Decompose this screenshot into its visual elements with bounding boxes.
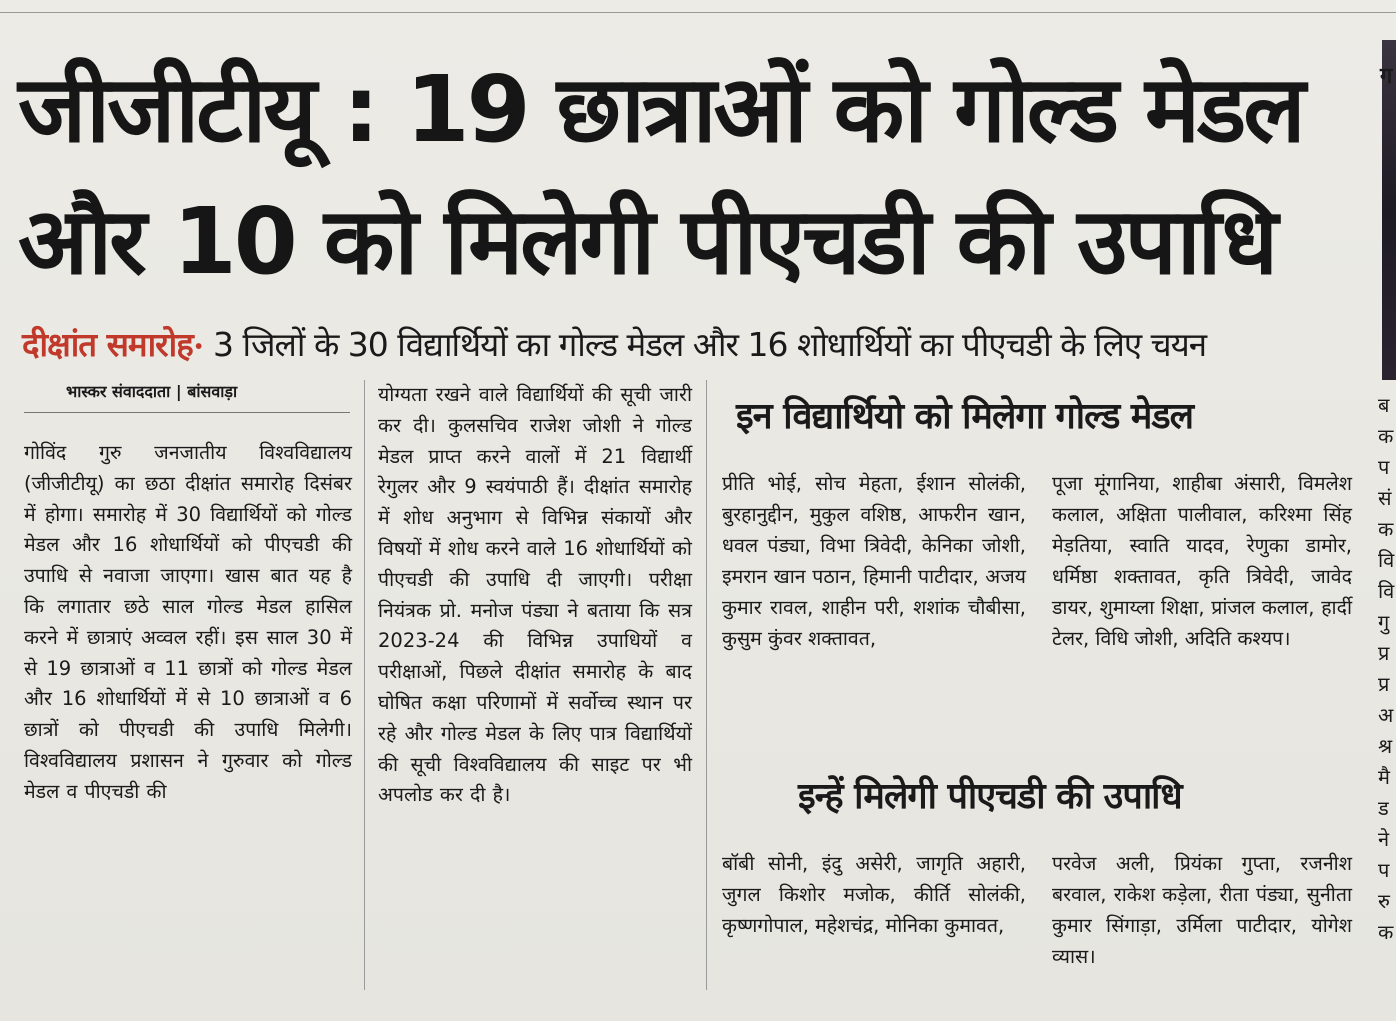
adjacent-text-fragment: श्र [1378,734,1393,758]
adjacent-text-fragment: प्र [1378,641,1390,665]
byline-divider [24,412,350,413]
adjacent-text-fragment: ने [1378,827,1390,851]
subhead-text: 3 जिलों के 30 विद्यार्थियों का गोल्ड मेडल और 16 शोधार्थियों का पीएचडी के लिए चयन [203,325,1207,364]
adjacent-headline-fragment: ग [1380,64,1393,89]
gold-medal-names-column-2: पूजा मूंगानिया, शाहीबा अंसारी, विमलेश कलाल, अक्षिता पालीवाल, करिश्मा सिंह मेड़तिया, स्वाति यादव, रेणुका डामोर, धर्मिष्ठा शक्तावत, कृति त्रिवेदी, जावेद डायर, शुमाय्ला शिक्षा, प्रांजल कलाल, हार्दी टेलर, विधि जोशी, अदिति कश्यप। [1052,472,1352,650]
adjacent-text-fragment: क [1378,424,1394,448]
column-divider [364,380,365,990]
adjacent-text-fragment: रु [1378,889,1390,913]
gold-medal-names-column-1: प्रीति भोई, सोच मेहता, ईशान सोलंकी, बुरहानुद्दीन, मुकुल वशिष्ठ, आफरीन खान, धवल पंड्या, विभा त्रिवेदी, केनिका जोशी, इमरान खान पठान, हिमानी पाटीदार, अजय कुमार रावल, शाहीन परी, शशांक चौबीसा, कुसुम कुंवर शक्तावत, [722,472,1026,650]
adjacent-text-fragment: क [1378,517,1394,541]
phd-names-column-2: परवेज अली, प्रियंका गुप्ता, रजनीश बरवाल, राकेश कड़ेला, रीता पंड्या, सुनीता कुमार सिंगाड़ा, उर्मिला पाटीदार, योगेश व्यास। [1052,852,1352,968]
adjacent-text-fragment: गु [1378,610,1390,634]
article-column-2: योग्यता रखने वाले विद्यार्थियों की सूची जारी कर दी। कुलसचिव राजेश जोशी ने गोल्ड मेडल प्राप्त करने वालों में 21 विद्यार्थी रेगुलर और 9 स्वयंपाठी हैं। दीक्षांत समारोह में शोध अनुभाग से विभिन्न संकायों और विषयों में शोध करने वाले 16 शोधार्थियों को पीएचडी की उपाधि दी जाएगी। परीक्षा नियंत्रक प्रो. मनोज पंड्या ने बताया कि सत्र 2023-24 की विभिन्न उपाधियों व परीक्षाओं, पिछले दीक्षांत समारोह के बाद घोषित कक्षा परिणामों में सर्वोच्च स्थान पर रहे और गोल्ड मेडल के लिए पात्र विद्यार्थियों की सूची विश्वविद्यालय की साइट पर भी अपलोड कर दी है। [378,383,692,807]
phd-names-column-1: बॉबी सोनी, इंदु असेरी, जागृति अहारी, जुगल किशोर मजोक, कीर्ति सोलंकी, कृष्णगोपाल, महेशचंद्र, मोनिका कुमावत, [722,852,1026,937]
column-divider [706,380,707,990]
adjacent-photo-fragment [1382,40,1396,380]
bullet-icon: • [192,334,204,359]
adjacent-text-fragment: ब [1378,393,1390,417]
top-rule [0,0,1396,13]
phd-section-title: इन्हें मिलेगी पीएचडी की उपाधि [798,776,1182,817]
byline: भास्कर संवाददाता | बांसवाड़ा [66,382,238,401]
adjacent-text-fragment: प [1378,455,1390,479]
gold-medal-section-title: इन विद्यार्थियो को मिलेगा गोल्ड मेडल [736,396,1194,437]
subheadline [22,320,1362,372]
subhead-kicker: दीक्षांत समारोह [22,325,193,364]
adjacent-text-fragment: मै [1378,765,1390,789]
adjacent-text-fragment: सं [1378,486,1392,510]
headline-line-2: और 10 को मिलेगी पीएचडी की उपाधि [18,188,1276,295]
adjacent-text-fragment: क [1378,920,1394,944]
adjacent-text-fragment: प [1378,858,1390,882]
article-column-1: गोविंद गुरु जनजातीय विश्वविद्यालय (जीजीटीयू) का छठा दीक्षांत समारोह दिसंबर में होगा। समारोह में 30 विद्यार्थियों को गोल्ड मेडल और 16 शोधार्थियों को पीएचडी की उपाधि से नवाजा जाएगा। खास बात यह है कि लगातार छठे साल गोल्ड मेडल हासिल करने में छात्राएं अव्वल रहीं। इस साल 30 में से 19 छात्राओं व 11 छात्रों को गोल्ड मेडल और 16 शोधार्थियों में से 10 छात्राओं व 6 छात्रों को पीएचडी की उपाधि मिलेगी। विश्वविद्यालय प्रशासन ने गुरुवार को गोल्ड मेडल व पीएचडी की [24,441,352,803]
adjacent-text-fragment: प्र [1378,672,1390,696]
adjacent-text-fragment: वि [1378,579,1395,603]
headline-line-1: जीजीटीयू : 19 छात्राओं को गोल्ड मेडल [18,56,1303,163]
adjacent-article-fragment [1378,390,1396,948]
adjacent-text-fragment: ड [1378,796,1389,820]
adjacent-text-fragment: अ [1378,703,1394,727]
headline [18,44,1358,308]
adjacent-text-fragment: वि [1378,548,1395,572]
